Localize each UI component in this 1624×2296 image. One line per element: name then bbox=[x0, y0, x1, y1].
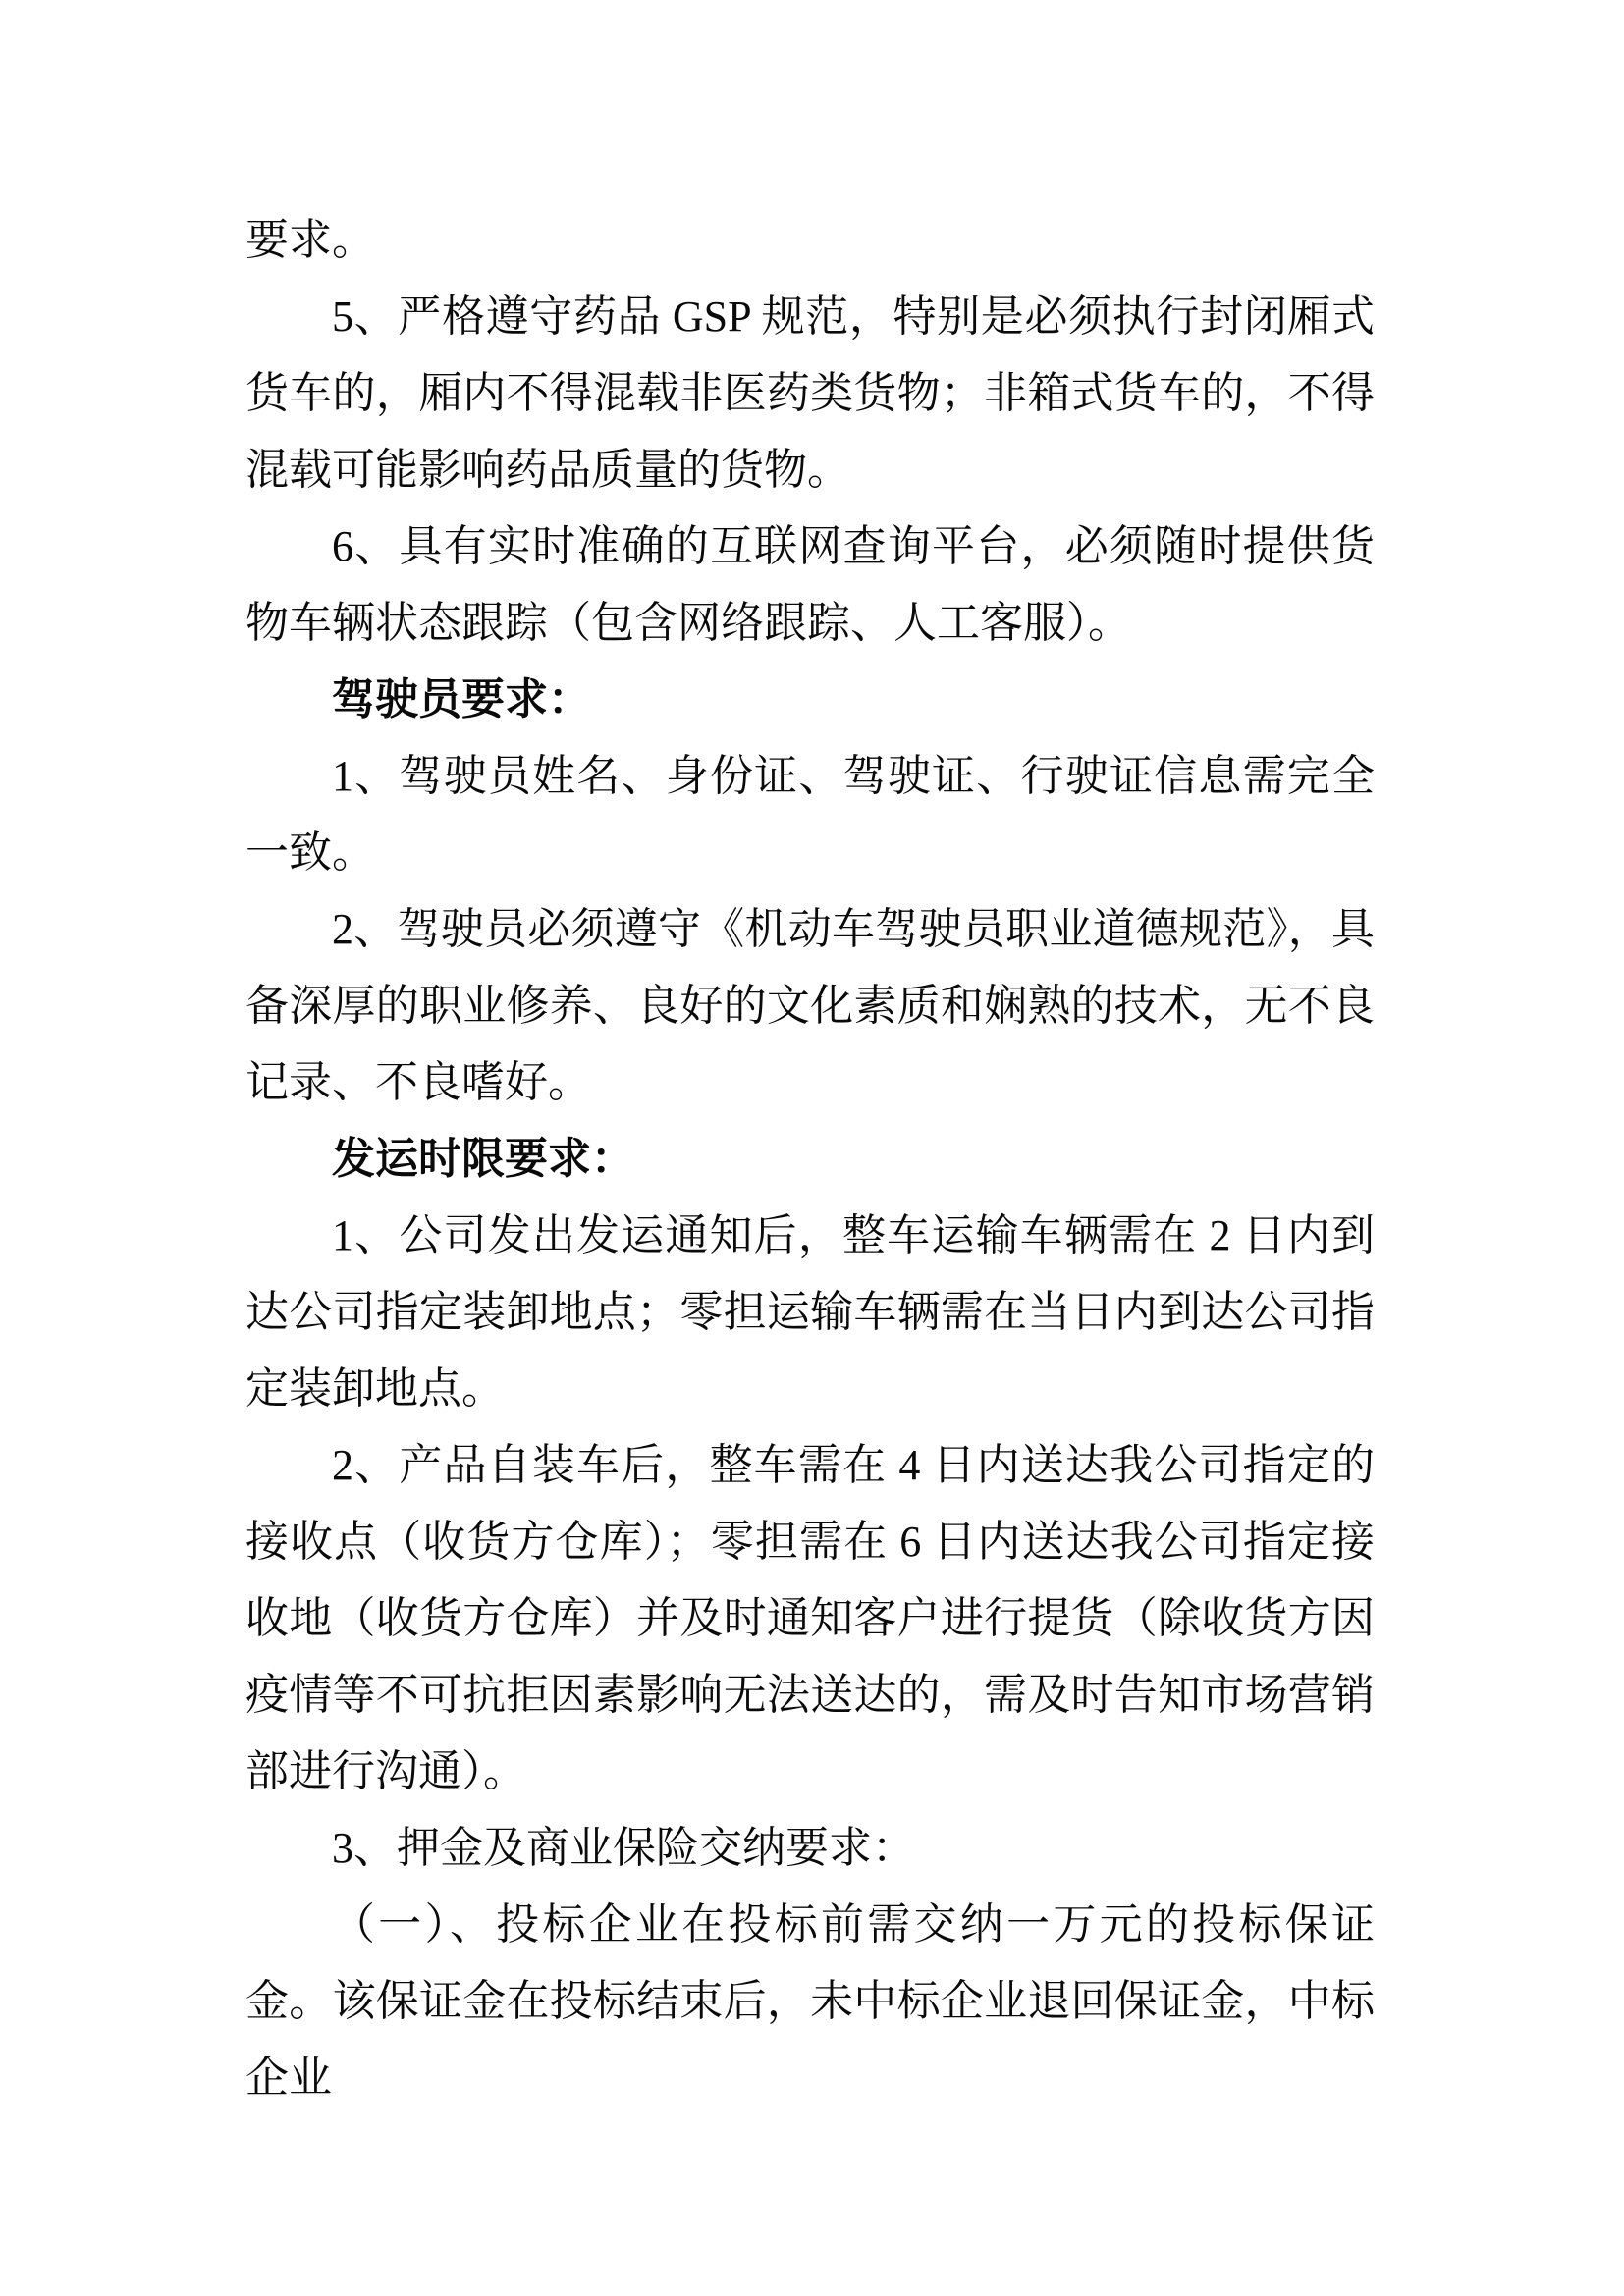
paragraph-8-body: 1、公司发出发运通知后，整车运输车辆需在 2 日内到达公司指定装卸地点；零担运输车辆需在当日内到达公司指定装卸地点。 bbox=[245, 1211, 1375, 1413]
paragraph-5-body: 1、驾驶员姓名、身份证、驾驶证、行驶证信息需完全一致。 bbox=[245, 752, 1375, 877]
paragraph-11-body: （一）、投标企业在投标前需交纳一万元的投标保证金。该保证金在投标结束后，未中标企业退回保证金，中标企业 bbox=[245, 1900, 1375, 2102]
paragraph-7-heading: 发运时限要求： bbox=[332, 1135, 634, 1183]
paragraph-1-continuation: 要求。 bbox=[245, 216, 375, 264]
document-body bbox=[245, 202, 1375, 2116]
paragraph-3-body: 6、具有实时准确的互联网查询平台，必须随时提供货物车辆状态跟踪（包含网络跟踪、人工客服）。 bbox=[245, 522, 1375, 647]
paragraph-9-body: 2、产品自装车后，整车需在 4 日内送达我公司指定的接收点（收货方仓库）；零担需在 6 日内送达我公司指定接收地（收货方仓库）并及时通知客户进行提货（除收货方因疫情等不可抗拒因素影响无法送达的，需及时告知市场营销部进行沟通）。 bbox=[245, 1441, 1375, 1795]
paragraph-10-body: 3、押金及商业保险交纳要求： bbox=[332, 1824, 915, 1872]
paragraph-2-body: 5、严格遵守药品 GSP 规范，特别是必须执行封闭厢式货车的，厢内不得混载非医药类货物；非箱式货车的，不得混载可能影响药品质量的货物。 bbox=[245, 293, 1375, 494]
paragraph-4-heading: 驾驶员要求： bbox=[332, 675, 591, 723]
paragraph-6-body: 2、驾驶员必须遵守《机动车驾驶员职业道德规范》，具备深厚的职业修养、良好的文化素质和娴熟的技术，无不良记录、不良嗜好。 bbox=[245, 905, 1375, 1106]
